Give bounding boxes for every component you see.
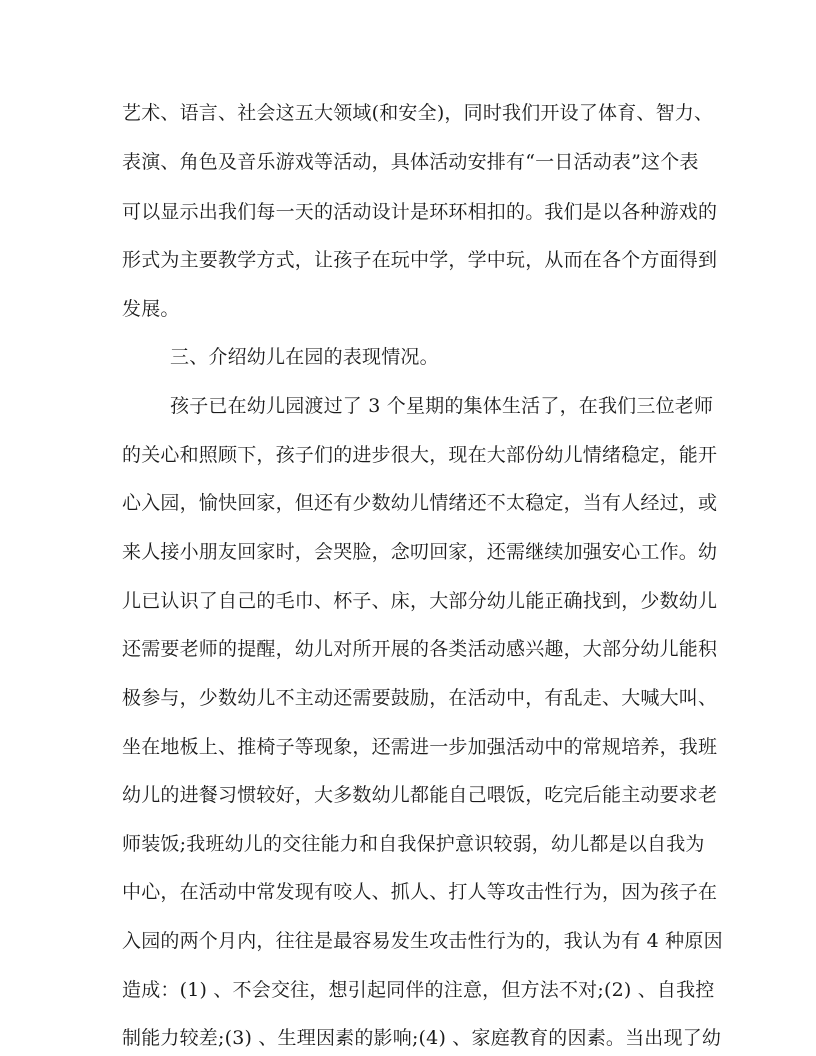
paragraph-line: 来人接小朋友回家时，会哭脸，念叨回家，还需继续加强安心工作。幼 — [122, 541, 718, 563]
paragraph-line: 儿已认识了自己的毛巾、杯子、床，大部分幼儿能正确找到，少数幼儿 — [122, 590, 718, 612]
paragraph-line: 坐在地板上、推椅子等现象，还需进一步加强活动中的常规培养，我班 — [122, 736, 718, 758]
paragraph-line: 造成：(1) 、不会交往，想引起同伴的注意，但方法不对;(2) 、自我控 — [122, 979, 715, 1001]
paragraph-line: 还需要老师的提醒，幼儿对所开展的各类活动感兴趣，大部分幼儿能积 — [122, 638, 718, 660]
paragraph-line: 中心，在活动中常发现有咬人、抓人、打人等攻击性行为，因为孩子在 — [122, 881, 718, 903]
paragraph-line: 师装饭;我班幼儿的交往能力和自我保护意识较弱，幼儿都是以自我为 — [122, 833, 705, 855]
paragraph-line: 可以显示出我们每一天的活动设计是环环相扣的。我们是以各种游戏的 — [122, 201, 718, 223]
paragraph-line: 极参与，少数幼儿不主动还需要鼓励，在活动中，有乱走、大喊大叫、 — [122, 687, 718, 709]
paragraph-line: 形式为主要教学方式，让孩子在玩中学，学中玩，从而在各个方面得到 — [122, 249, 718, 271]
paragraph-line: 入园的两个月内，往往是最容易发生攻击性行为的，我认为有 4 种原因 — [122, 930, 723, 952]
paragraph-line: 的关心和照顾下，孩子们的进步很大，现在大部份幼儿情绪稳定，能开 — [122, 444, 718, 466]
paragraph-line: 表演、角色及音乐游戏等活动，具体活动安排有“一日活动表”这个表 — [122, 151, 699, 173]
paragraph-line: 制能力较差;(3) 、生理因素的影响;(4) 、家庭教育的因素。当出现了幼 — [122, 1027, 722, 1049]
paragraph-line: 发展。 — [122, 298, 180, 320]
paragraph-line: 心入园，愉快回家，但还有少数幼儿情绪还不太稳定，当有人经过，或 — [122, 492, 718, 514]
paragraph-line: 艺术、语言、社会这五大领域(和安全)，同时我们开设了体育、智力、 — [122, 102, 714, 124]
paragraph-line: 幼儿的进餐习惯较好，大多数幼儿都能自己喂饭，吃完后能主动要求老 — [122, 784, 718, 806]
paragraph-line: 孩子已在幼儿园渡过了 3 个星期的集体生活了，在我们三位老师 — [170, 395, 714, 417]
section-heading: 三、介绍幼儿在园的表现情况。 — [170, 346, 439, 368]
